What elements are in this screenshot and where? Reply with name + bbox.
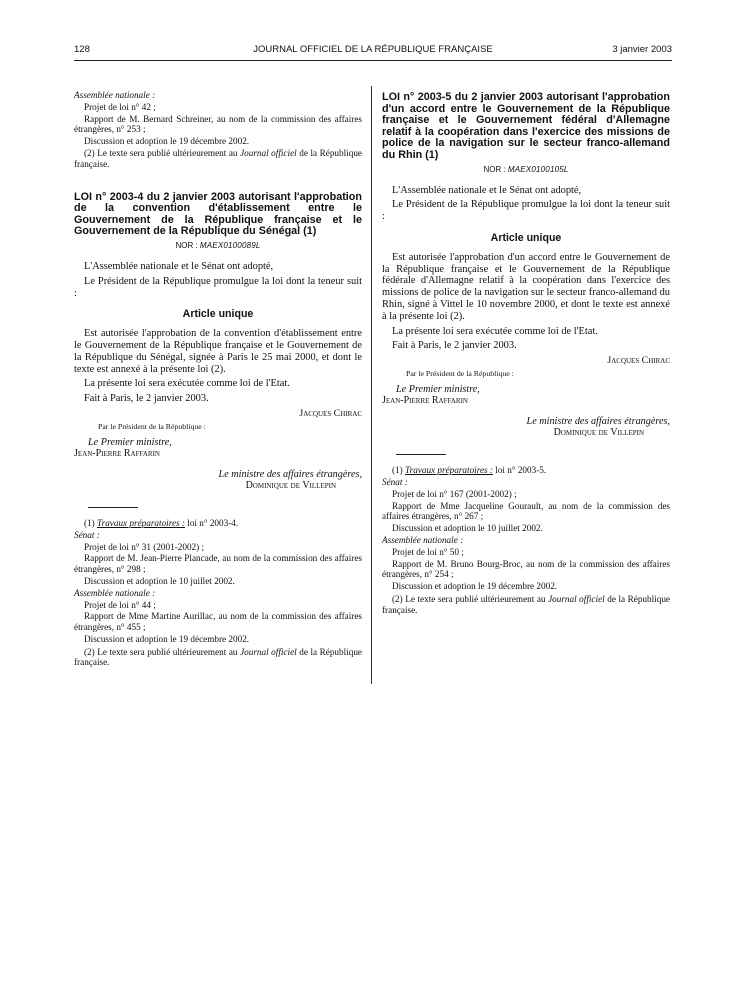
promulgation-line: Le Président de la République promulgue la loi dont la teneur suit : [382, 199, 670, 223]
pm-name: Jean-Pierre Raffarin [382, 395, 468, 407]
president-signature: Jacques Chirac [607, 355, 670, 367]
president-signature: Jacques Chirac [299, 407, 362, 419]
right-column [382, 92, 670, 616]
footnote-line: Discussion et adoption le 19 décembre 2002. [84, 136, 250, 147]
footnote-section-an: Assemblée nationale : [74, 90, 156, 100]
nor-reference: NOR : MAEX0100089L [175, 240, 261, 250]
footnote-section-an: Assemblée nationale : [74, 587, 156, 598]
law-body [382, 185, 670, 353]
footnote-line: Rapport de Mme Martine Aurillac, au nom de la commission des affaires étrangères, n° 455 ; [74, 611, 362, 633]
footnote-line: Discussion et adoption le 10 juillet 2002. [84, 575, 235, 586]
footnote-line: Rapport de M. Bernard Schreiner, au nom de la commission des affaires étrangères, n° 253 ; [74, 113, 362, 135]
footnote-line: Projet de loi n° 44 ; [84, 599, 156, 610]
fa-minister-title: Le ministre des affaires étrangères, [526, 416, 670, 428]
left-column [74, 90, 362, 669]
footnote-rule [396, 454, 446, 455]
article-heading: Article unique [182, 308, 254, 321]
pm-title: Le Premier ministre, [396, 384, 480, 396]
execution-line: La présente loi sera exécutée comme loi de l'Etat. [84, 378, 290, 390]
footnote-rule [88, 507, 138, 508]
footnote-section-senat: Sénat : [74, 529, 100, 540]
nor-reference: NOR : MAEX0100105L [483, 164, 569, 174]
footnotes [74, 518, 362, 668]
footnote-line: Projet de loi n° 167 (2001-2002) ; [392, 488, 517, 499]
law-body [74, 261, 362, 405]
footnote-section-an: Assemblée nationale : [382, 534, 464, 545]
footnote-1: (1) Travaux préparatoires : loi n° 2003-4. [84, 517, 239, 528]
footnote-line: Discussion et adoption le 19 décembre 2002. [84, 633, 250, 644]
by-president-line: Par le Président de la République : [98, 421, 206, 431]
done-at-line: Fait à Paris, le 2 janvier 2003. [392, 340, 517, 352]
adoption-line: L'Assemblée nationale et le Sénat ont adopté, [84, 260, 274, 272]
footnote-note-2: (2) Le texte sera publié ultérieurement au Journal officiel de la République française. [74, 147, 362, 169]
article-text: Est autorisée l'approbation de la convention d'établissement entre le Gouvernement de la République française et le Gouvernement de la République du Sénégal, signée à Paris le 25 mai 2000, et dont le texte est annexé à la présente loi (2). [74, 328, 362, 375]
footnote-1: (1) Travaux préparatoires : loi n° 2003-5. [392, 465, 547, 476]
done-at-line: Fait à Paris, le 2 janvier 2003. [84, 393, 209, 405]
footnote-line: Discussion et adoption le 19 décembre 2002. [392, 581, 558, 592]
execution-line: La présente loi sera exécutée comme loi de l'Etat. [392, 325, 598, 337]
law-title: LOI n° 2003-5 du 2 janvier 2003 autorisant l'approbation d'un accord entre le Gouvernement de la République française et le Gouvernement fédéral d'Allemagne relatif à la coopération dans l'exercice des missions de police de la navigation sur le secteur franco-allemand du Rhin (1) [382, 91, 670, 161]
footnote-line: Projet de loi n° 42 ; [84, 101, 156, 112]
fa-minister-title: Le ministre des affaires étrangères, [218, 468, 362, 480]
pm-title: Le Premier ministre, [88, 436, 172, 448]
footnote-line: Rapport de Mme Jacqueline Gourault, au nom de la commission des affaires étrangères, n° 267 ; [382, 500, 670, 522]
fa-minister-name: Dominique de Villepin [553, 427, 644, 439]
footnote-line: Discussion et adoption le 10 juillet 2002. [392, 523, 543, 534]
adoption-line: L'Assemblée nationale et le Sénat ont adopté, [392, 184, 582, 196]
by-president-line: Par le Président de la République : [406, 369, 514, 379]
footnote-line: Projet de loi n° 31 (2001-2002) ; [84, 541, 205, 552]
footnote-line: Projet de loi n° 50 ; [392, 546, 464, 557]
fa-minister-name: Dominique de Villepin [245, 479, 336, 491]
promulgation-line: Le Président de la République promulgue la loi dont la teneur suit : [74, 275, 362, 299]
article-heading: Article unique [490, 231, 562, 244]
footnote-2: (2) Le texte sera publié ultérieurement au Journal officiel de la République française. [74, 646, 362, 668]
pm-name: Jean-Pierre Raffarin [74, 447, 160, 459]
column-divider [371, 86, 372, 684]
journal-title: JOURNAL OFFICIEL DE LA RÉPUBLIQUE FRANÇAISE [253, 44, 493, 55]
footnote-section-senat: Sénat : [382, 476, 408, 487]
footnotes [382, 465, 670, 615]
footnote-line: Rapport de M. Jean-Pierre Plancade, au nom de la commission des affaires étrangères, n° 298 ; [74, 553, 362, 575]
law-title: LOI n° 2003-4 du 2 janvier 2003 autorisant l'approbation de la convention d'établissement entre le Gouvernement de la République française et le Gouvernement de la République du Sénégal (1) [74, 190, 362, 238]
header-rule [74, 60, 672, 61]
footnote-2: (2) Le texte sera publié ultérieurement au Journal officiel de la République française. [382, 593, 670, 615]
page-header [74, 44, 672, 58]
page-number: 128 [74, 44, 90, 55]
issue-date: 3 janvier 2003 [612, 44, 672, 55]
footnote-line: Rapport de M. Bruno Bourg-Broc, au nom de la commission des affaires étrangères, n° 254 ; [382, 558, 670, 580]
continued-footnote [74, 90, 362, 170]
article-text: Est autorisée l'approbation d'un accord entre le Gouvernement de la République française et le Gouvernement de la République fédérale d'Allemagne relatif à la coopération dans l'exercice des missions de police de la navigation sur le secteur franco-allemand du Rhin, signé à Vittel le 10 novembre 2000, et dont le texte est annexé à la présente loi (2). [382, 251, 670, 322]
